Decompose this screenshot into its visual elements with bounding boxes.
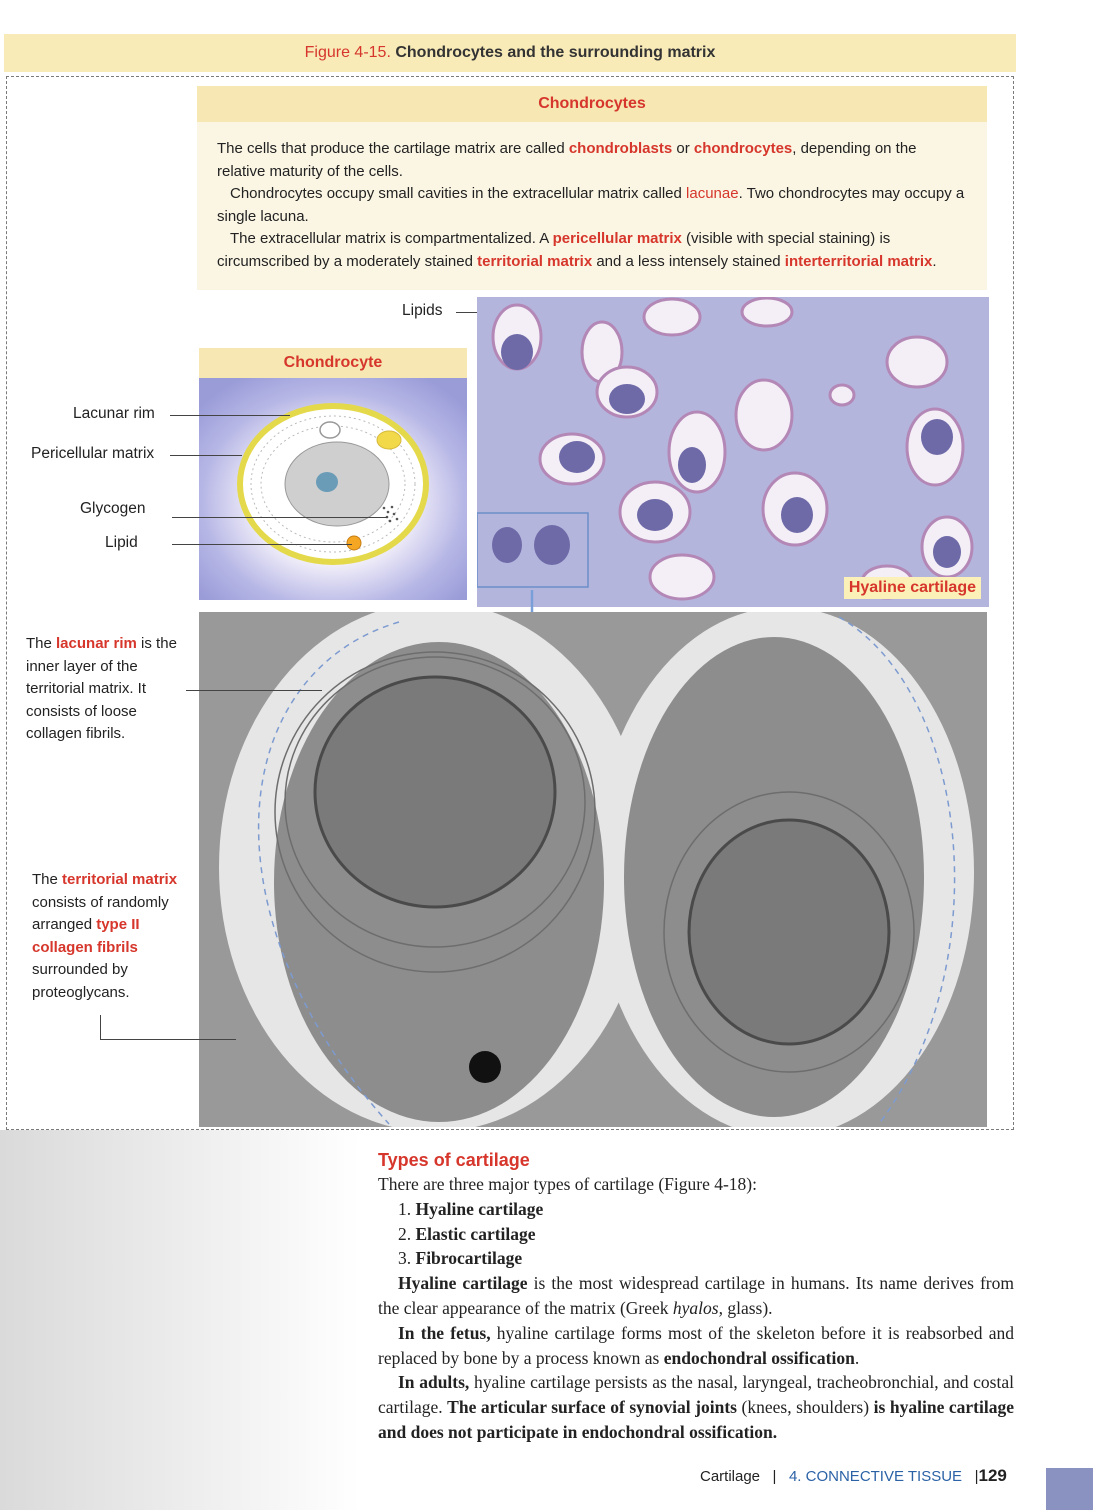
text-span: , depending on the relative maturity of the cells.	[217, 140, 917, 180]
bold-span: In the fetus,	[398, 1322, 491, 1343]
hyaline-cartilage-micrograph	[477, 297, 989, 607]
note-lacunar-rim	[26, 633, 186, 746]
footer-page-separator: |	[974, 1468, 979, 1485]
term-territorial-matrix: territorial matrix	[62, 871, 178, 888]
text-span: is the most widespread cartilage in humans. Its name derives from the clear appearance of the matrix (Greek	[378, 1273, 1014, 1318]
chondrocytes-heading: Chondrocytes	[197, 86, 987, 122]
chapter-tab	[1046, 1468, 1093, 1510]
text-span: The	[32, 871, 63, 888]
text-span: The	[26, 635, 57, 652]
bold-span: The articular surface of synovial joints	[447, 1397, 737, 1418]
leader-line-glycogen	[172, 517, 387, 518]
figure-header	[4, 34, 1016, 72]
text-span: and a less intensely stained	[592, 252, 785, 270]
note-territorial-matrix	[32, 869, 182, 1004]
list-text: Hyaline cartilage	[415, 1198, 544, 1219]
text-span: . Two chondrocytes may occupy a single lacuna.	[217, 185, 965, 225]
leader-line-lipid	[172, 544, 352, 545]
bold-span: In adults,	[398, 1372, 470, 1393]
term-chondrocytes: chondrocytes	[693, 140, 793, 157]
figure-title	[4, 44, 1016, 62]
text-span: .	[932, 252, 937, 270]
leader-line-lacunar-note	[186, 690, 322, 691]
bold-span: is hyaline cartilage and does not participate in endochondral ossification.	[378, 1397, 1014, 1442]
figure-number: Figure 4-15.	[304, 44, 391, 61]
footer-chapter: Cartilage	[700, 1468, 761, 1485]
chondrocyte-diagram	[199, 348, 467, 600]
label-glycogen: Glycogen	[80, 500, 146, 517]
text-span: hyaline cartilage persists as the nasal, laryngeal, tracheobronchial, and costal cartilage.	[378, 1372, 1014, 1418]
text-span: .	[854, 1347, 860, 1368]
page-number: 129	[978, 1466, 1007, 1485]
term-type-ii-collagen: type II collagen fibrils	[32, 916, 140, 956]
list-item	[378, 1197, 1014, 1222]
leader-line-lacunar-rim	[170, 415, 290, 416]
term-territorial-matrix: territorial matrix	[477, 252, 593, 270]
label-pericellular-matrix: Pericellular matrix	[31, 445, 155, 462]
text-span: consists of randomly arranged	[32, 893, 169, 933]
term-lacunar-rim: lacunar rim	[56, 635, 137, 652]
text-span: Chondrocytes occupy small cavities in the extracellular matrix called	[230, 185, 687, 203]
micrograph-image	[477, 297, 989, 607]
list-item	[378, 1222, 1014, 1247]
term-pericellular-matrix: pericellular matrix	[552, 230, 682, 248]
text-span: or	[672, 140, 694, 157]
figure-title-text: Chondrocytes and the surrounding matrix	[395, 44, 716, 61]
chondrocytes-paragraph-2	[217, 183, 969, 228]
list-number: 1.	[398, 1198, 412, 1219]
label-lipids: Lipids	[402, 302, 443, 319]
label-lacunar-rim: Lacunar rim	[73, 405, 155, 422]
text-span: hyaline cartilage forms most of the skeleton before it is reabsorbed and replaced by bone by a process known as	[378, 1322, 1014, 1368]
footer-section: 4. CONNECTIVE TISSUE	[788, 1468, 963, 1485]
list-number: 3.	[398, 1248, 412, 1269]
text-span: surrounded by proteoglycans.	[32, 961, 130, 1001]
chondrocyte-illustration	[199, 378, 467, 600]
chondrocyte-diagram-heading: Chondrocyte	[199, 348, 467, 378]
chondrocytes-paragraph-3	[217, 228, 969, 273]
footer-separator: |	[772, 1468, 777, 1485]
list-text: Fibrocartilage	[415, 1248, 523, 1269]
chondrocytes-text	[217, 138, 969, 274]
list-item	[378, 1246, 1014, 1271]
italic-span: hyalos,	[672, 1297, 723, 1318]
chondrocytes-box	[197, 86, 987, 290]
list-number: 2.	[398, 1223, 412, 1244]
page-shadow	[0, 1130, 360, 1510]
leader-line-territorial	[100, 1015, 236, 1040]
text-span: glass).	[722, 1297, 773, 1318]
body-text	[378, 1148, 1014, 1445]
text-span: The extracellular matrix is compartmentalized. A	[230, 230, 553, 248]
paragraph-adults	[378, 1370, 1014, 1444]
term-lacunae: lacunae	[686, 185, 739, 203]
intro-paragraph: There are three major types of cartilage (Figure 4-18):	[378, 1174, 757, 1194]
hyaline-cartilage-caption: Hyaline cartilage	[844, 577, 981, 599]
bold-span: Hyaline cartilage	[398, 1273, 528, 1294]
leader-line-pericellular	[170, 455, 242, 456]
text-span: (visible with special staining) is circumscribed by a moderately stained	[217, 230, 891, 270]
paragraph-hyaline	[378, 1271, 1014, 1321]
chondrocytes-paragraph-1	[217, 138, 969, 183]
section-title: Types of cartilage	[378, 1150, 530, 1170]
label-lipid: Lipid	[105, 534, 138, 551]
term-chondroblasts: chondroblasts	[568, 140, 673, 157]
term-interterritorial-matrix: interterritorial matrix	[784, 252, 933, 270]
paragraph-fetus	[378, 1321, 1014, 1371]
text-span: (knees, shoulders)	[737, 1397, 874, 1418]
page-footer	[700, 1466, 1007, 1486]
bold-span: endochondral ossification	[663, 1347, 855, 1368]
text-span: The cells that produce the cartilage matrix are called	[217, 140, 569, 157]
list-text: Elastic cartilage	[415, 1223, 536, 1244]
text-span: is the inner layer of the territorial matrix. It consists of loose collagen fibrils.	[26, 635, 177, 742]
